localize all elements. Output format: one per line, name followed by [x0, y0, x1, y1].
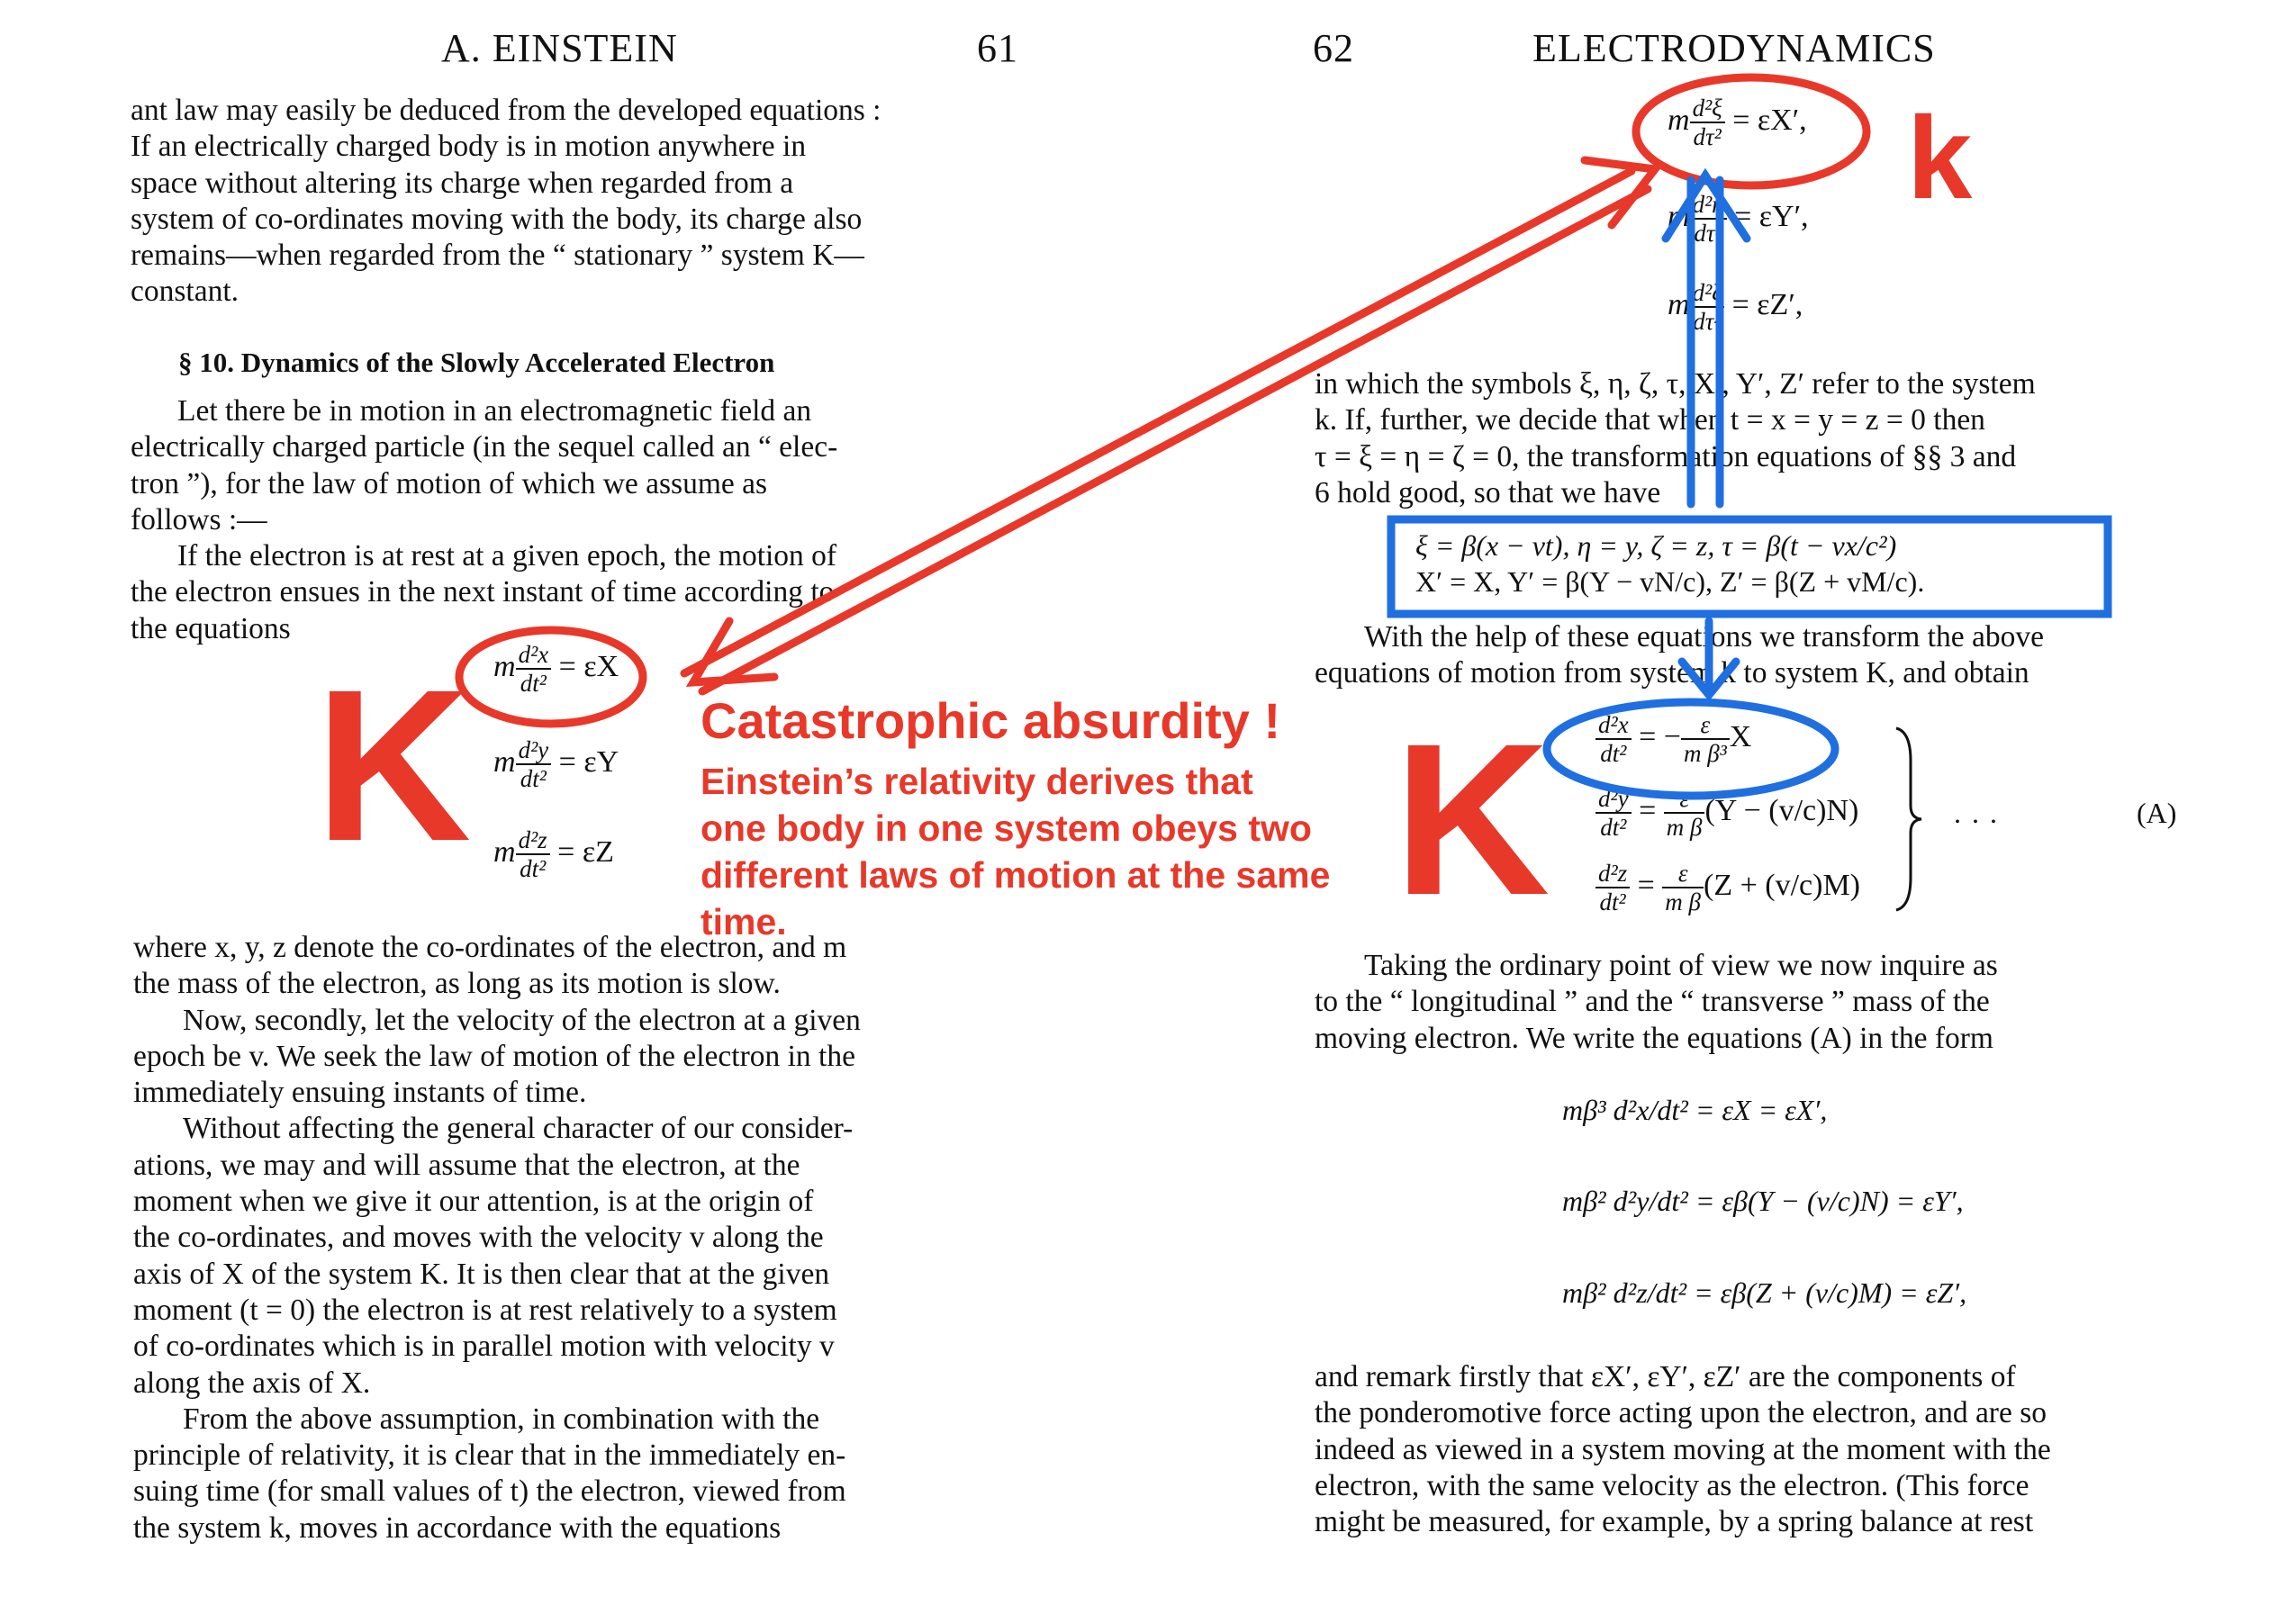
text-line: of co-ordinates which is in parallel motion with velocity v: [133, 1330, 835, 1364]
text-line: moment when we give it our attention, is at the origin of: [133, 1185, 814, 1219]
big-K-right-label: K: [1394, 699, 1550, 940]
text-line: moving electron. We write the equations (A) in the form: [1315, 1021, 1993, 1055]
text-line: ant law may easily be deduced from the developed equations :: [131, 94, 881, 127]
text-line: If the electron is at rest at a given epoch, the motion of: [177, 539, 837, 573]
text-line: τ = ξ = η = ζ = 0, the transformation equations of §§ 3 and: [1315, 439, 2017, 473]
equation-k-xi: m $\frac{\text{d²ξ}}{\text{dτ²}}$ = εX′,: [1668, 95, 1807, 150]
text-line: electrically charged particle (in the sequel called an “ elec-: [131, 430, 838, 464]
text-line: suing time (for small values of t) the electron, viewed from: [133, 1474, 846, 1509]
transformation-eq-1: ξ = β(x − vt), η = y, ζ = z, τ = β(t − vx/c²): [1415, 529, 1897, 562]
equation-dots: . . .: [1954, 797, 1999, 829]
equation-A-y: $\frac{\text{d²y}}{\text{dt²}}$ = $\frac{\varepsilon}{\text{m β}}$ (Y − (v/c)N): [1595, 785, 1858, 841]
text-line: ations, we may and will assume that the electron, at the: [133, 1148, 800, 1182]
text-line: and remark firstly that εX′, εY′, εZ′ are the components of: [1315, 1360, 2016, 1393]
text-line: k. If, further, we decide that when t = x = y = z = 0 then: [1315, 403, 1985, 437]
annotation-line: different laws of motion at the same: [701, 854, 1331, 896]
text-line: the mass of the electron, as long as its motion is slow.: [133, 967, 781, 1001]
text-line: the equations: [131, 611, 291, 645]
text-line: epoch be v. We seek the law of motion of the electron in the: [133, 1039, 855, 1073]
equation-label-A: (A): [2137, 797, 2177, 829]
red-ellipse-left-eq: [459, 630, 643, 724]
right-running-head: ELECTRODYNAMICS: [1532, 26, 1936, 70]
section-title: § 10. Dynamics of the Slowly Accelerated Electron: [178, 347, 775, 378]
text-line: moment (t = 0) the electron is at rest relatively to a system: [133, 1293, 837, 1327]
text-line: Now, secondly, let the velocity of the electron at a given: [183, 1003, 861, 1037]
equation-left-x: m $\frac{\text{d²x}}{\text{dt²}}$ = εX: [493, 641, 619, 697]
text-line: might be measured, for example, by a spring balance at rest: [1315, 1505, 2034, 1539]
text-line: the system k, moves in accordance with the equations: [133, 1510, 782, 1545]
small-k-label: k: [1907, 92, 1973, 223]
text-line: 6 hold good, so that we have: [1315, 475, 1661, 509]
big-K-left-label: K: [315, 645, 472, 886]
blue-ellipse-A-eq: [1547, 702, 1835, 796]
equation-left-z: m $\frac{\text{d²z}}{\text{dt²}}$ = εZ: [493, 826, 614, 882]
text-line: Let there be in motion in an electromagnetic field an: [177, 394, 812, 428]
text-line: remains—when regarded from the “ stationary ” system K—: [131, 239, 864, 273]
transformation-eq-2: X′ = X, Y′ = β(Y − vN/c), Z′ = β(Z + vM/c).: [1415, 565, 1925, 598]
text-line: system of co-ordinates moving with the body, its charge also: [131, 202, 863, 236]
form-equation-1: mβ³ d²x/dt² = εX = εX′,: [1562, 1094, 1828, 1126]
text-line: where x, y, z denote the co-ordinates of the electron, and m: [133, 931, 847, 964]
annotation-line: time.: [701, 901, 787, 942]
red-ellipse-k-eq: [1636, 77, 1867, 185]
text-line: the ponderomotive force acting upon the electron, and are so: [1315, 1396, 2047, 1430]
text-line: the co-ordinates, and moves with the velocity v along the: [133, 1221, 824, 1255]
text-line: immediately ensuing instants of time.: [133, 1076, 587, 1110]
text-line: in which the symbols ξ, η, ζ, τ, X′, Y′, Z′ refer to the system: [1315, 367, 2036, 401]
text-line: electron, with the same velocity as the electron. (This force: [1315, 1468, 2029, 1502]
left-running-head: A. EINSTEIN: [441, 26, 678, 70]
blue-box-transformation: [1391, 519, 2108, 614]
text-line: principle of relativity, it is clear that in the immediately en-: [133, 1438, 846, 1473]
text-line: Without affecting the general character of our consider-: [183, 1112, 854, 1146]
equation-A-x: $\frac{\text{d²x}}{\text{dt²}}$ = − $\frac{\varepsilon}{\text{m β³}}$ X: [1595, 711, 1751, 767]
equation-k-zeta: m $\frac{\text{d²ζ}}{\text{dτ²}}$ = εZ′,: [1668, 279, 1803, 335]
text-line: indeed as viewed in a system moving at the moment with the: [1315, 1432, 2051, 1466]
equation-k-eta: m $\frac{\text{d²η}}{\text{dτ²}}$ = εY′,: [1668, 191, 1809, 247]
text-line: space without altering its charge when regarded from a: [131, 166, 794, 200]
text-line: Taking the ordinary point of view we now inquire as: [1364, 949, 1998, 982]
text-line: follows :—: [131, 502, 267, 536]
annotation-line: one body in one system obeys two: [701, 807, 1312, 849]
annotation-headline: Catastrophic absurdity !: [701, 692, 1281, 749]
form-equation-3: mβ² d²z/dt² = εβ(Z + (v/c)M) = εZ′,: [1562, 1276, 1967, 1309]
text-line: to the “ longitudinal ” and the “ transverse ” mass of the: [1315, 985, 1990, 1019]
annotation-line: Einstein’s relativity derives that: [701, 761, 1253, 802]
text-line: constant.: [131, 275, 240, 309]
text-line: the electron ensues in the next instant of time according to: [131, 575, 835, 609]
form-equation-2: mβ² d²y/dt² = εβ(Y − (v/c)N) = εY′,: [1562, 1185, 1964, 1217]
equation-A-z: $\frac{\text{d²z}}{\text{dt²}}$ = $\frac{\varepsilon}{\text{m β}}$ (Z + (v/c)M): [1595, 860, 1860, 915]
text-line: With the help of these equations we transform the above: [1364, 620, 2044, 654]
equation-left-y: m $\frac{\text{d²y}}{\text{dt²}}$ = εY: [493, 736, 619, 792]
text-line: axis of X of the system K. It is then clear that at the given: [133, 1257, 830, 1291]
text-line: If an electrically charged body is in motion anywhere in: [131, 130, 807, 164]
right-page-number: 62: [1313, 26, 1354, 70]
text-line: tron ”), for the law of motion of which we assume as: [131, 466, 768, 500]
text-line: From the above assumption, in combination with the: [183, 1402, 820, 1436]
text-line: equations of motion from system k to system K, and obtain: [1315, 656, 2029, 690]
left-page-number: 61: [977, 26, 1018, 70]
text-line: along the axis of X.: [133, 1366, 371, 1400]
